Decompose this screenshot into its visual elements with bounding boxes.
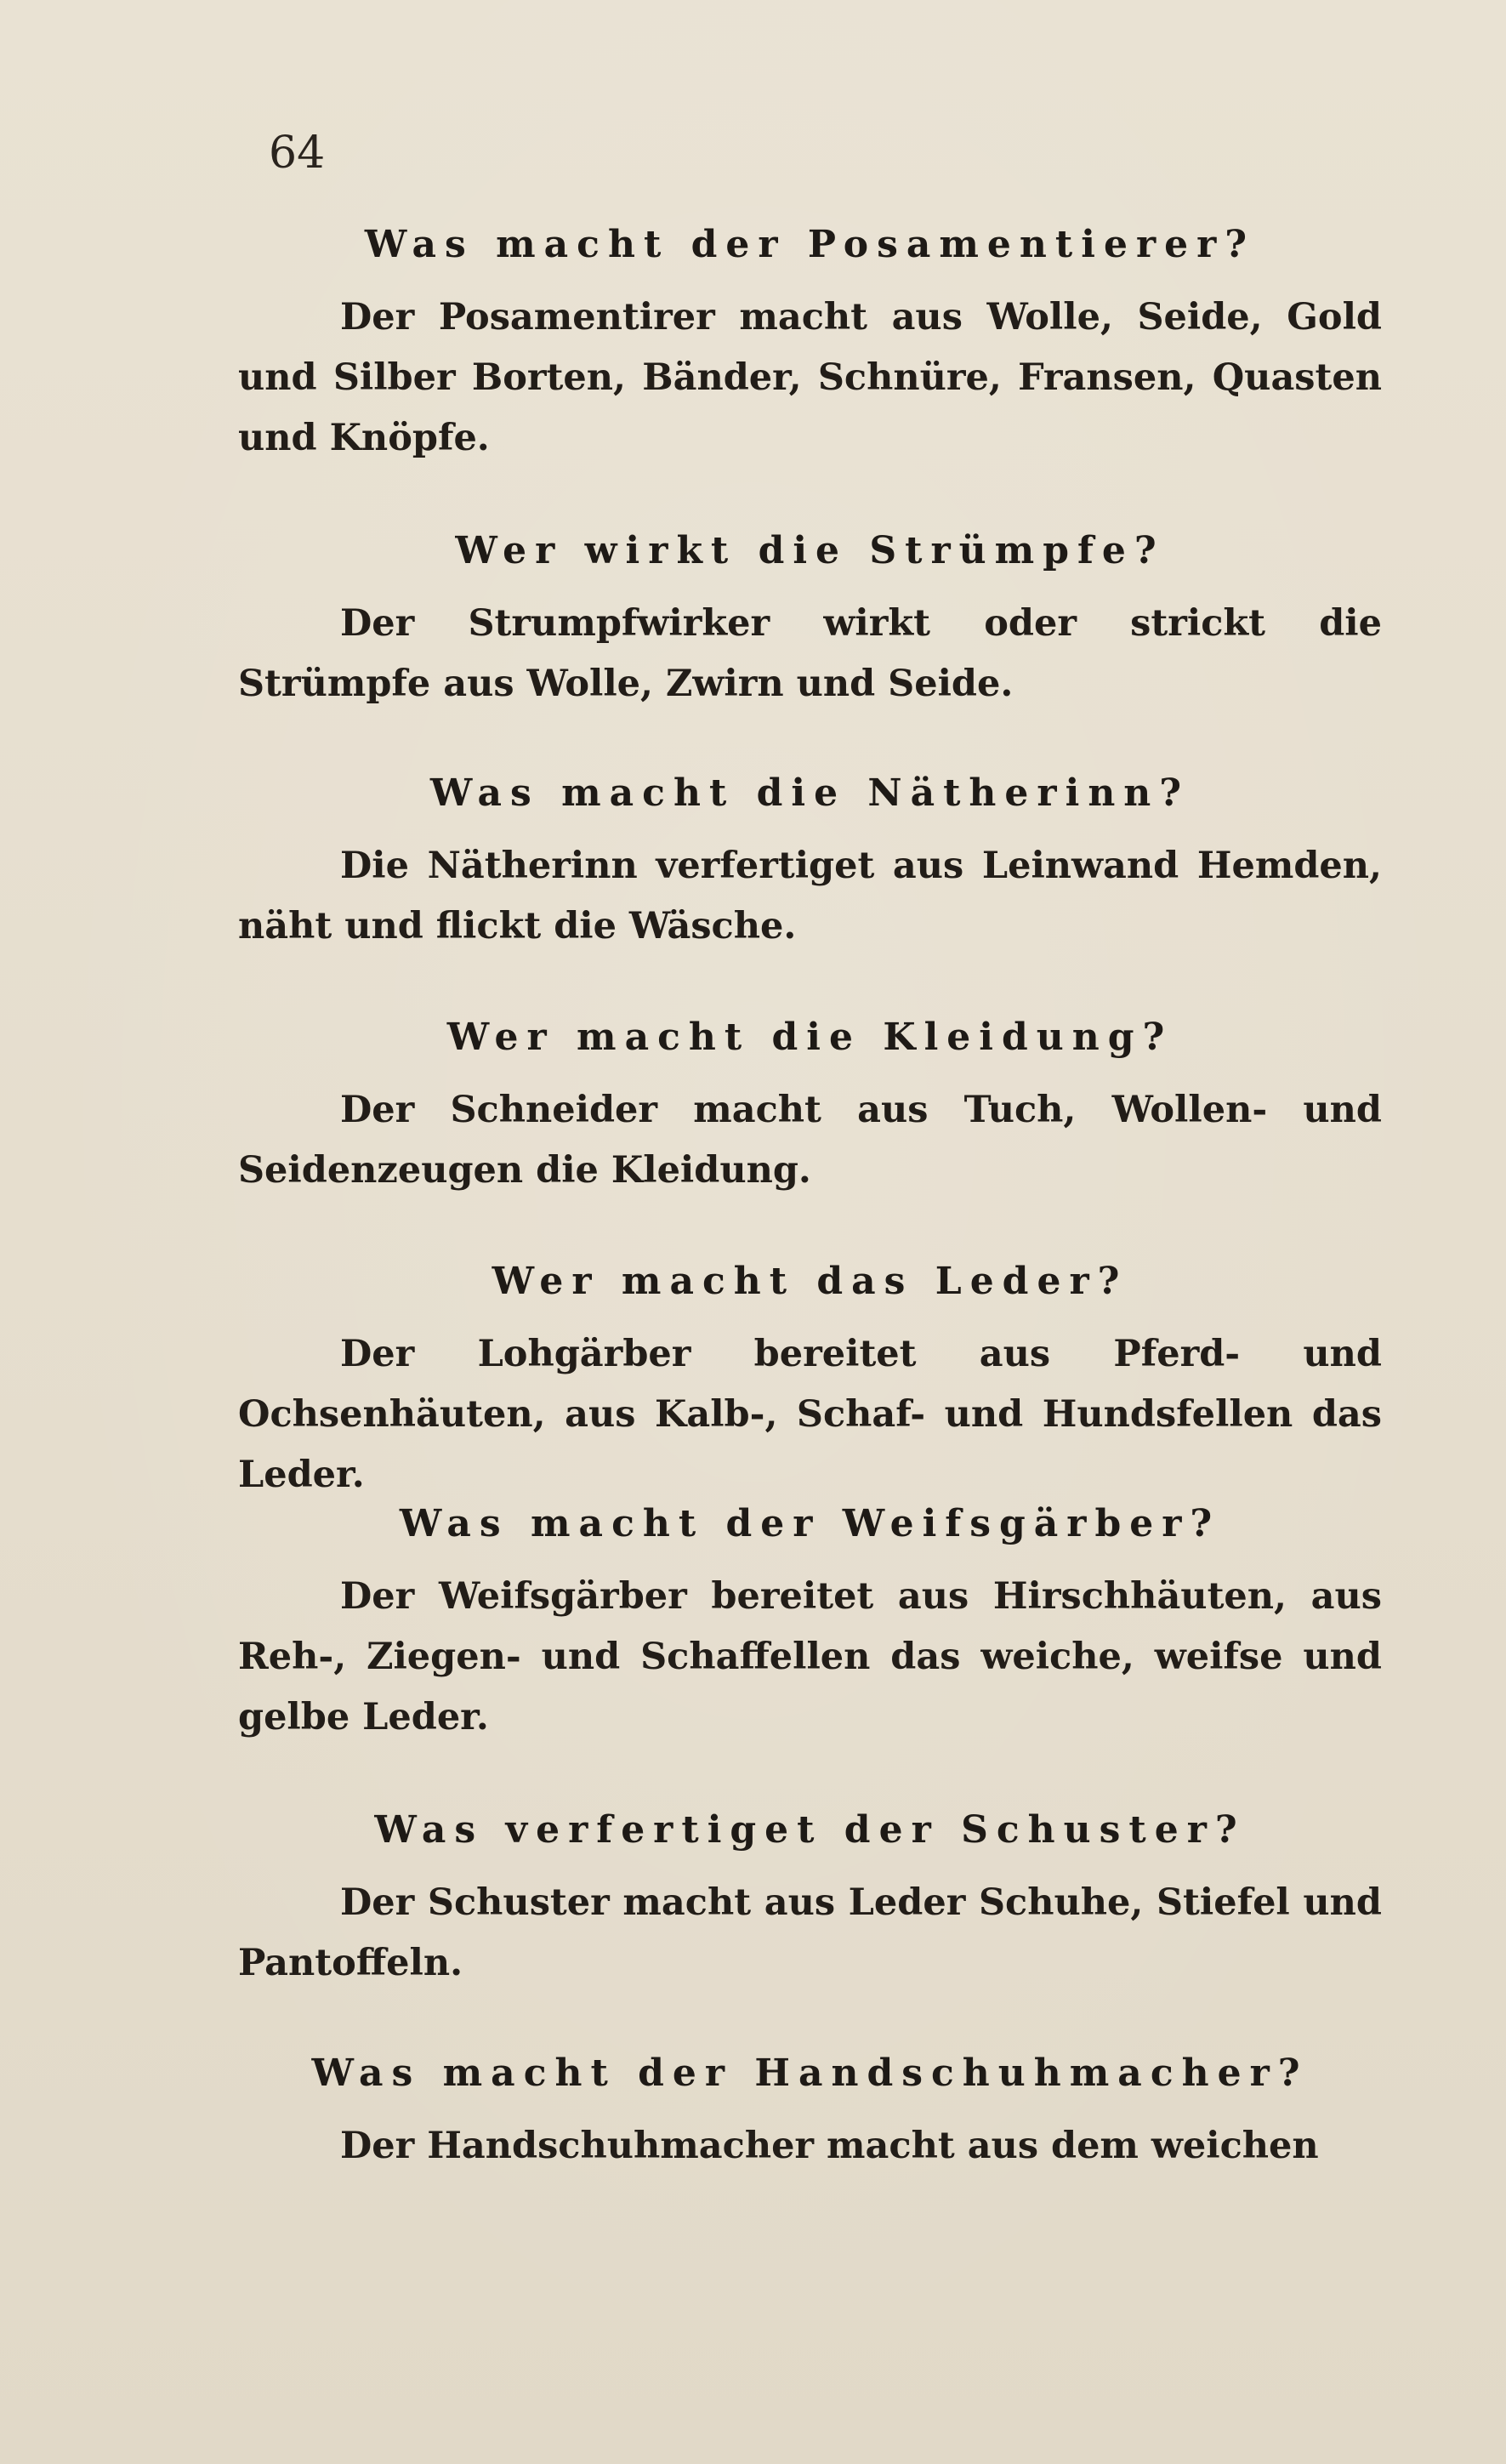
answer-paragraph: Der Posamentirer macht aus Wolle, Seide, Gold und Silber Borten, Bänder, Schnüre, Fransen, Quasten und Knöpfe.: [238, 296, 1382, 459]
answer-paragraph: Der Strumpfwirker wirkt oder strickt die Strümpfe aus Wolle, Zwirn und Seide.: [238, 602, 1382, 705]
question-heading: Was verfertiget der Schuster?: [374, 1808, 1246, 1852]
entry-handschuhmacher: [238, 2048, 1382, 2177]
question-heading: Was macht der Handschuhmacher?: [311, 2051, 1309, 2095]
entry-lohgaerber: [238, 1256, 1382, 1505]
entry-strumpfwirker: [238, 526, 1382, 714]
question-heading: Wer wirkt die Strümpfe?: [455, 529, 1165, 572]
question-heading: Was macht die Nätherinn?: [429, 771, 1191, 815]
answer-paragraph: Der Schneider macht aus Tuch, Wollen- und Seidenzeugen die Kleidung.: [238, 1089, 1382, 1192]
answer-paragraph: Die Nätherinn verfertiget aus Leinwand Hemden, näht und flickt die Wäsche.: [238, 845, 1382, 947]
answer-paragraph: Der Lohgärber bereitet aus Pferd- und Ochsenhäuten, aus Kalb-, Schaf- und Hundsfellen das Leder.: [238, 1333, 1382, 1496]
entry-weifsgaerber: [238, 1499, 1382, 1748]
entry-naetherinn: [238, 768, 1382, 957]
question-heading: Wer macht die Kleidung?: [446, 1016, 1174, 1059]
question-heading: Was macht der Posamentierer?: [364, 223, 1256, 266]
question-heading: Wer macht das Leder?: [492, 1260, 1128, 1303]
entry-posamentierer: [238, 219, 1382, 469]
entry-schneider: [238, 1012, 1382, 1201]
answer-paragraph: Der Weifsgärber bereitet aus Hirschhäuten, aus Reh-, Ziegen- und Schaffellen das weiche, weifse und gelbe Leder.: [238, 1575, 1382, 1738]
page-number: 64: [269, 128, 326, 179]
answer-paragraph: Der Handschuhmacher macht aus dem weichen: [340, 2125, 1319, 2167]
answer-paragraph: Der Schuster macht aus Leder Schuhe, Stiefel und Pantoffeln.: [238, 1881, 1382, 1984]
entry-schuster: [238, 1805, 1382, 1994]
question-heading: Was macht der Weifsgärber?: [399, 1502, 1221, 1545]
